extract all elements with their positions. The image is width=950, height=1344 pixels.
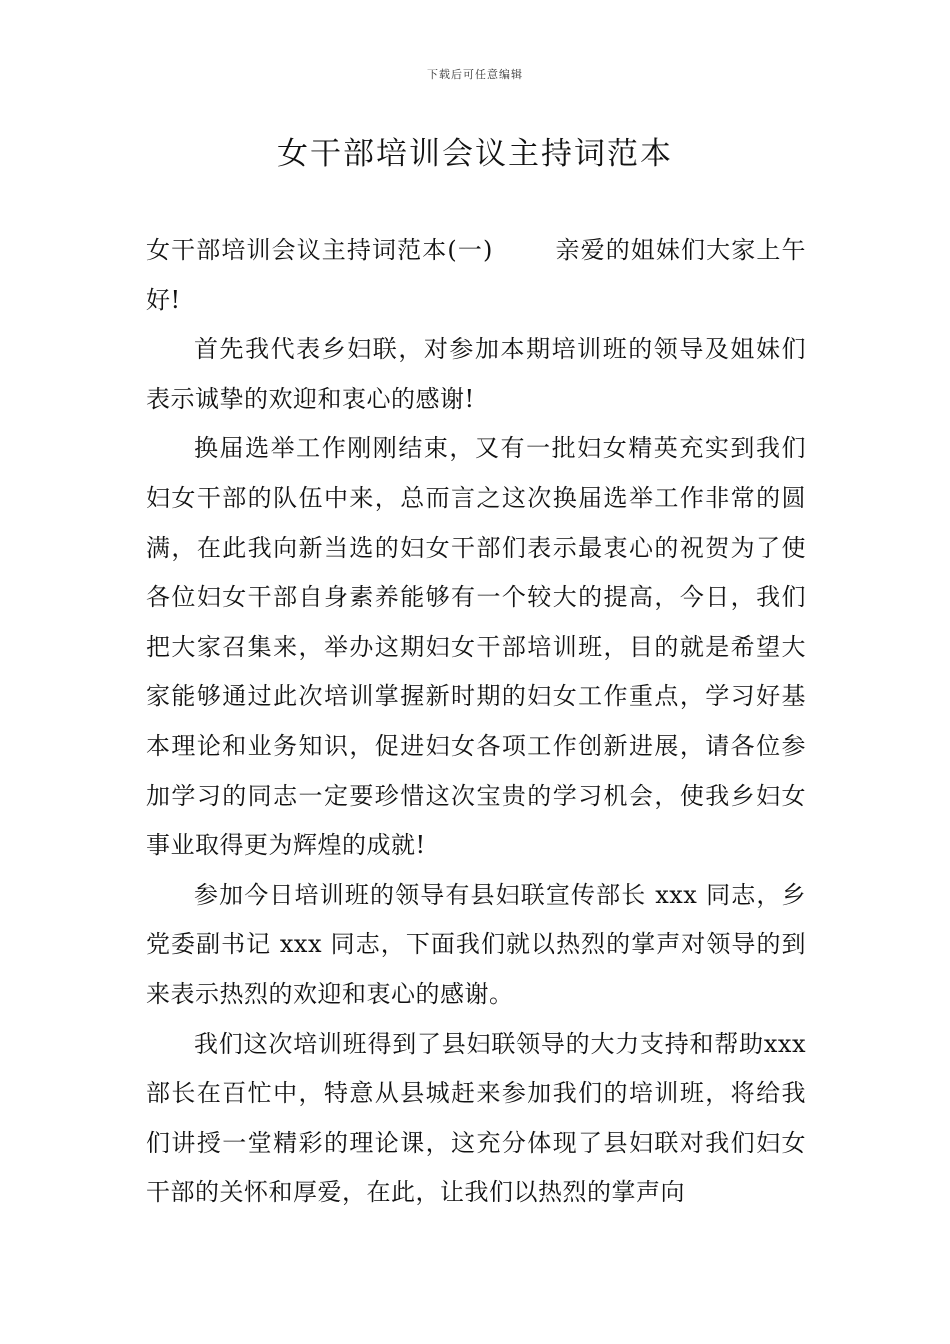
- greeting-text: 亲爱的姐妹们大家上午好!: [146, 236, 806, 314]
- document-subtitle: 女干部培训会议主持词范本(一): [146, 236, 493, 264]
- paragraph-welcome: 首先我代表乡妇联，对参加本期培训班的领导及姐妹们表示诚挚的欢迎和衷心的感谢!: [146, 335, 806, 413]
- header-note: 下载后可任意编辑: [427, 68, 523, 81]
- paragraph-support: 我们这次培训班得到了县妇联领导的大力支持和帮助xxx 部长在百忙中，特意从县城赶来参加我们的培训班，将给我们讲授一堂精彩的理论课，这充分体现了县妇联对我们妇女干部的关怀和厚爱，在此，让我们以热烈的掌声向: [146, 1029, 806, 1207]
- document-title: 女干部培训会议主持词范本: [277, 136, 673, 172]
- paragraph-leaders: 参加今日培训班的领导有县妇联宣传部长 xxx 同志，乡党委副书记 xxx 同志，下面我们就以热烈的掌声对领导的到来表示热烈的欢迎和衷心的感谢。: [146, 880, 806, 1008]
- paragraph-election: 换届选举工作刚刚结束，又有一批妇女精英充实到我们妇女干部的队伍中来，总而言之这次换届选举工作非常的圆满，在此我向新当选的妇女干部们表示最衷心的祝贺为了使各位妇女干部自身素养能够有一个较大的提高，今日，我们把大家召集来，举办这期妇女干部培训班，目的就是希望大家能够通过此次培训掌握新时期的妇女工作重点，学习好基本理论和业务知识，促进妇女各项工作创新进展，请各位参加学习的同志一定要珍惜这次宝贵的学习机会，使我乡妇女事业取得更为辉煌的成就!: [146, 434, 806, 860]
- opening-paragraph: [146, 226, 806, 325]
- document-body: [146, 226, 806, 1218]
